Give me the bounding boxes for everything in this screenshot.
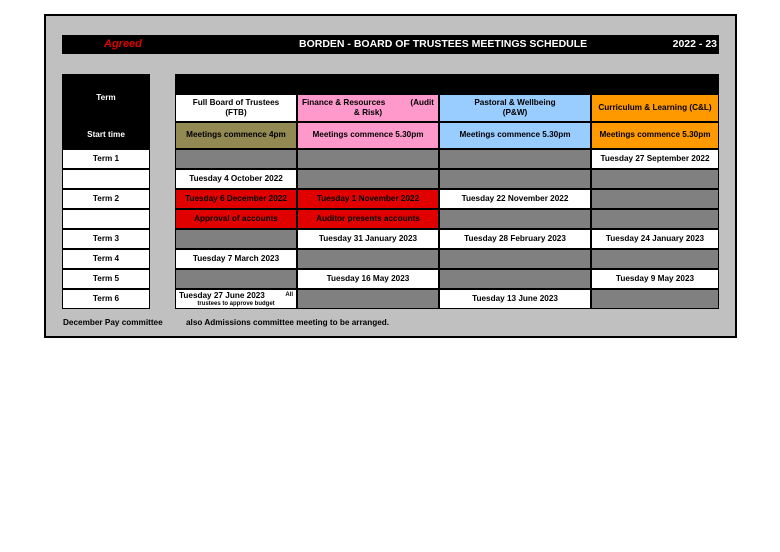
column-header-ftb: Full Board of Trustees (FTB) [175,94,297,122]
status-label: Agreed [104,38,142,50]
term-label: Term 2 [62,189,150,209]
term-label: Term 1 [62,149,150,169]
schedule-cell: Tuesday 9 May 2023 [591,269,719,289]
column-header-curriculum: Curriculum & Learning (C&L) [591,94,719,122]
schedule-cell [297,289,439,309]
start-time-curriculum: Meetings commence 5.30pm [591,122,719,149]
schedule-cell [439,209,591,229]
schedule-cell [297,249,439,269]
schedule-cell: Tuesday 13 June 2023 [439,289,591,309]
schedule-cell: Tuesday 31 January 2023 [297,229,439,249]
schedule-cell: Tuesday 1 November 2022 [297,189,439,209]
schedule-cell [175,269,297,289]
term-header: Term [62,74,150,122]
footer-note-right: also Admissions committee meeting to be arranged. [186,318,390,327]
schedule-cell [591,189,719,209]
start-time-header: Start time [62,122,150,149]
start-time-finance: Meetings commence 5.30pm [297,122,439,149]
schedule-cell: Tuesday 4 October 2022 [175,169,297,189]
schedule-cell [439,249,591,269]
schedule-cell: Approval of accounts [175,209,297,229]
term-label: Term 6 [62,289,150,309]
schedule-cell-term6-ftb: Tuesday 27 June 2023 All trustees to approve budget [175,289,297,309]
schedule-cell [439,149,591,169]
column-header-finance: Finance & Resources (Audit & Risk) [297,94,439,122]
term-label: Term 3 [62,229,150,249]
start-time-pastoral: Meetings commence 5.30pm [439,122,591,149]
schedule-cell [591,249,719,269]
schedule-cell [297,149,439,169]
term-label: Term 5 [62,269,150,289]
title-bar [62,35,719,54]
header-band [175,74,719,94]
schedule-cell: Tuesday 16 May 2023 [297,269,439,289]
term-label: Term 4 [62,249,150,269]
schedule-cell [297,169,439,189]
year-label: 2022 - 23 [672,38,717,50]
schedule-cell: Tuesday 7 March 2023 [175,249,297,269]
schedule-cell: Auditor presents accounts [297,209,439,229]
footer-note-left: December Pay committee [63,318,163,327]
schedule-cell [591,169,719,189]
schedule-cell [175,149,297,169]
schedule-cell [439,169,591,189]
column-header-pastoral: Pastoral & Wellbeing (P&W) [439,94,591,122]
schedule-cell [175,229,297,249]
schedule-cell [439,269,591,289]
schedule-cell: Tuesday 27 September 2022 [591,149,719,169]
schedule-cell: Tuesday 22 November 2022 [439,189,591,209]
term-label [62,209,150,229]
schedule-cell [591,209,719,229]
schedule-cell: Tuesday 6 December 2022 [175,189,297,209]
schedule-cell [591,289,719,309]
term-label [62,169,150,189]
start-time-ftb: Meetings commence 4pm [175,122,297,149]
page-title: BORDEN - BOARD OF TRUSTEES MEETINGS SCHEDULE [299,38,588,50]
schedule-cell: Tuesday 24 January 2023 [591,229,719,249]
schedule-cell: Tuesday 28 February 2023 [439,229,591,249]
